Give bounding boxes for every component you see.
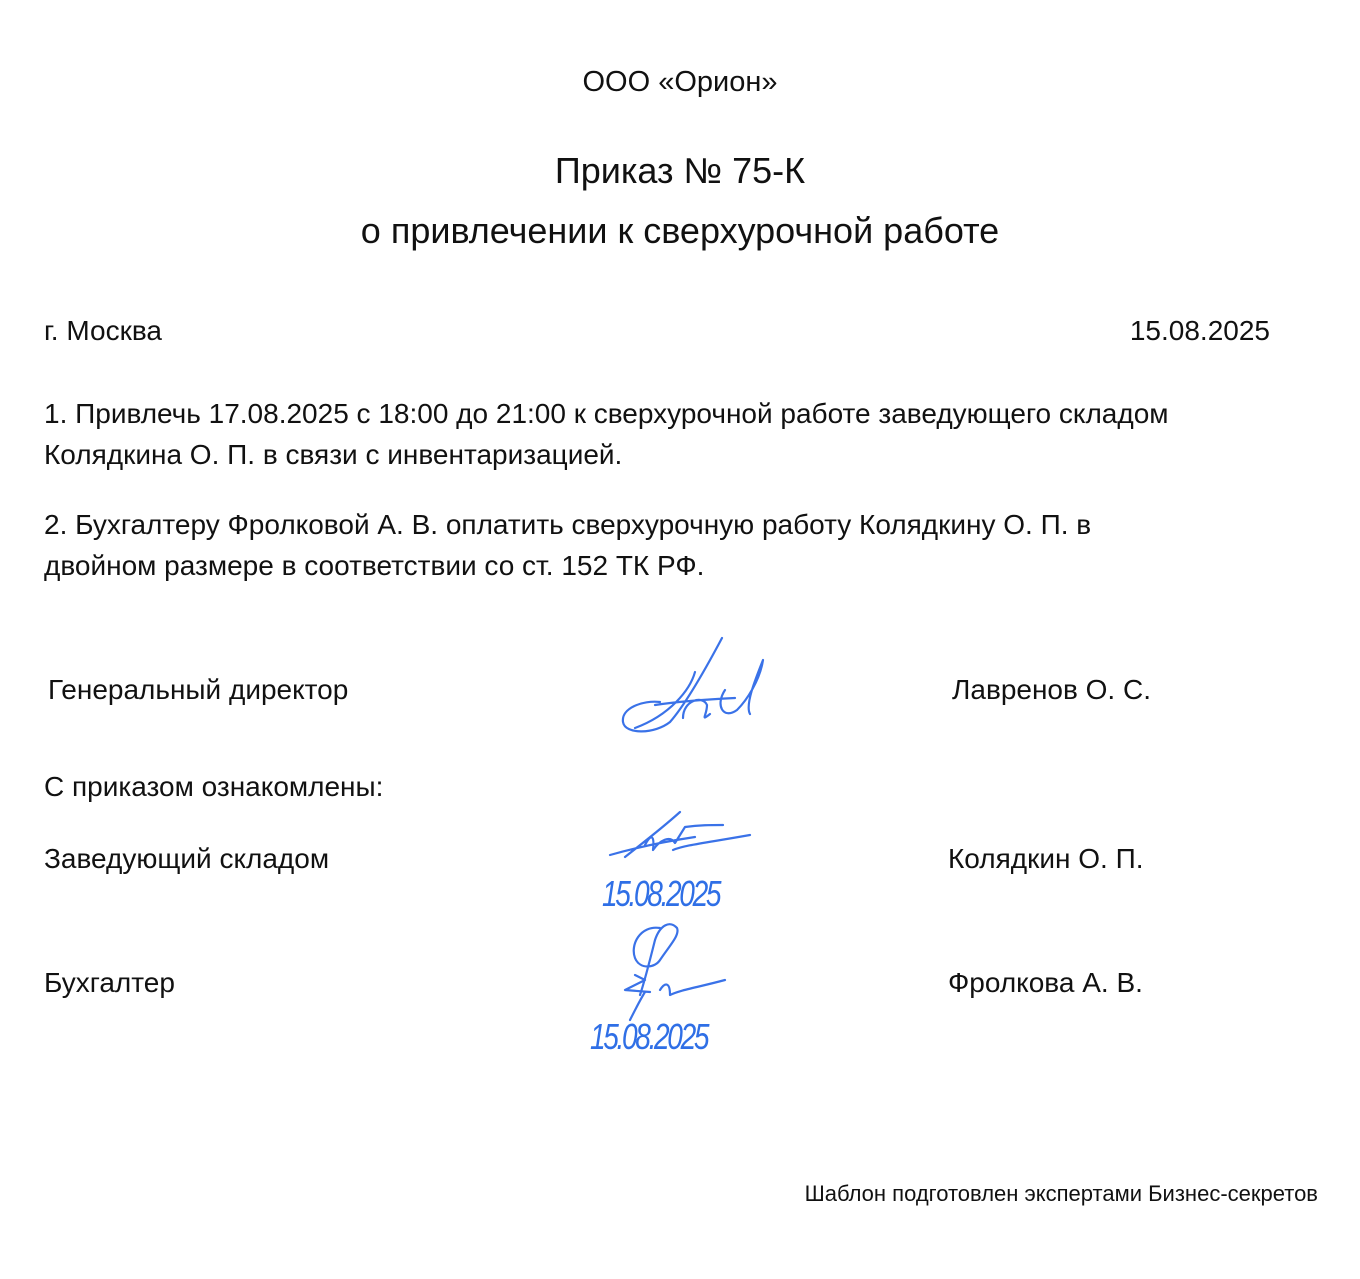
city: г. Москва bbox=[44, 315, 162, 346]
warehouse-manager-position: Заведующий складом bbox=[44, 843, 330, 874]
warehouse-manager-signature bbox=[605, 805, 765, 865]
accountant-position: Бухгалтер bbox=[44, 967, 175, 998]
warehouse-manager-handwritten-date: 15.08.2025 bbox=[602, 873, 720, 914]
accountant-handwritten-date: 15.08.2025 bbox=[590, 1016, 708, 1057]
accountant-name: Фролкова А. В. bbox=[948, 967, 1143, 998]
acknowledged-label: С приказом ознакомлены: bbox=[44, 771, 384, 802]
director-signature bbox=[615, 630, 775, 740]
order-subject: о привлечении к сверхурочной работе bbox=[360, 210, 1000, 251]
organization-name: ООО «Орион» bbox=[582, 66, 778, 98]
order-date: 15.08.2025 bbox=[1129, 315, 1270, 346]
director-name: Лавренов О. С. bbox=[952, 674, 1151, 705]
warehouse-manager-name: Колядкин О. П. bbox=[948, 843, 1144, 874]
paragraph-2: 2. Бухгалтеру Фролковой А. В. оплатить сверхурочную работу Колядкину О. П. в двойном размере в соответствии со ст. 152 ТК РФ. bbox=[44, 509, 1092, 581]
director-position: Генеральный директор bbox=[48, 674, 349, 705]
order-title: Приказ № 75-К bbox=[554, 150, 806, 191]
paragraph-1: 1. Привлечь 17.08.2025 с 18:00 до 21:00 к сверхурочной работе заведующего складом Колядкина О. П. в связи с инвентаризацией. bbox=[44, 398, 1169, 470]
template-credit-footer: Шаблон подготовлен экспертами Бизнес-секретов bbox=[804, 1181, 1318, 1206]
accountant-signature bbox=[615, 920, 735, 1030]
